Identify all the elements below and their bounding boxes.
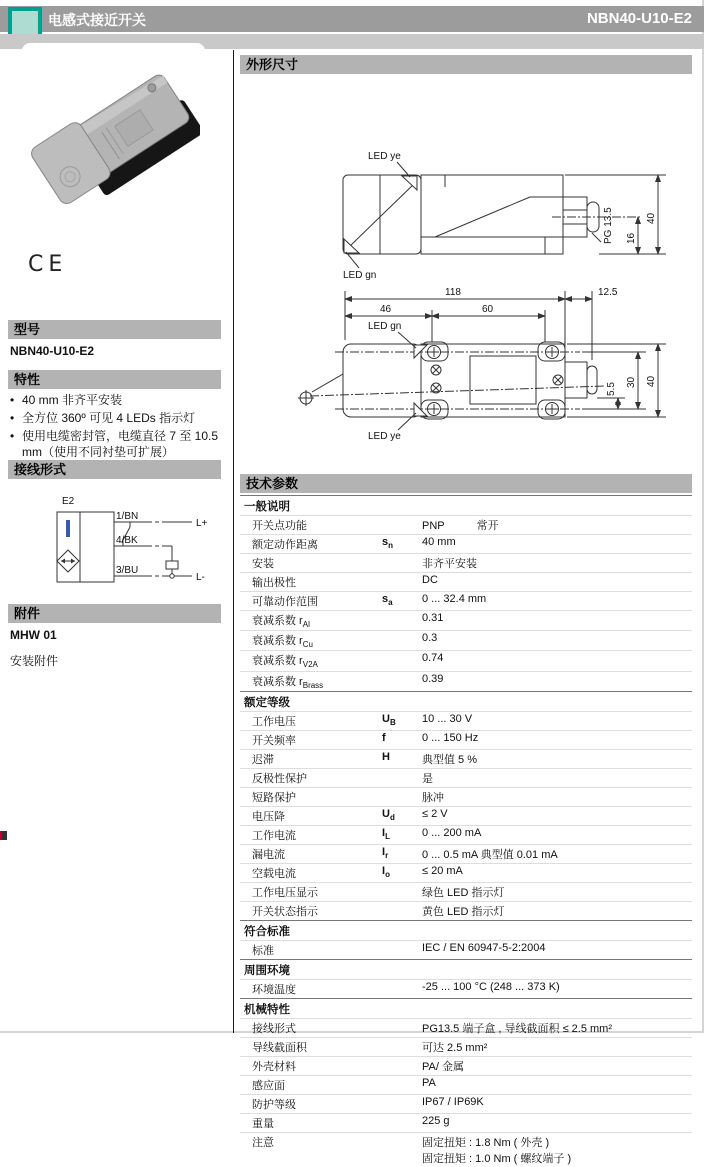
tech-row-value: 可达 2.5 mm² bbox=[422, 1041, 488, 1054]
tech-row-label: 重量 bbox=[252, 1117, 274, 1130]
wire-label-lplus: L+ bbox=[196, 518, 208, 529]
section-header-connection: 接线形式 bbox=[8, 460, 221, 479]
tech-row-label: 衰减系数 $r_{V2A}$ bbox=[252, 655, 318, 670]
label-led-ye-side: LED ye bbox=[368, 151, 401, 162]
tech-row bbox=[240, 844, 692, 863]
page-title: 电感式接近开关 bbox=[48, 12, 146, 28]
section-header-tech: 技术参数 bbox=[240, 474, 692, 493]
tech-row-value: 是 bbox=[422, 772, 433, 785]
tech-row-value: PNP 常开 bbox=[422, 520, 499, 532]
wiring-diagram bbox=[52, 490, 220, 602]
tech-row-label: 电压降 bbox=[252, 810, 285, 823]
model-value: NBN40-U10-E2 bbox=[10, 344, 95, 358]
dim-60: 60 bbox=[482, 304, 494, 315]
tech-row-label: 工作电流 bbox=[252, 829, 296, 842]
product-photo bbox=[22, 43, 205, 255]
tech-row-label: 外壳材料 bbox=[252, 1060, 296, 1073]
tech-row-label: 衰减系数 $r_{Al}$ bbox=[252, 615, 310, 630]
tech-row-symbol bbox=[382, 1039, 422, 1055]
tech-row-value: 0 ... 150 Hz bbox=[422, 731, 479, 744]
tech-row-symbol bbox=[382, 770, 422, 786]
tech-group-header: 额定等级 bbox=[240, 691, 692, 711]
feature-item: • 全方位 360º 可见 4 LEDs 指示灯 bbox=[8, 410, 222, 427]
tech-row bbox=[240, 1113, 692, 1132]
tech-row bbox=[240, 553, 692, 572]
tech-row-symbol bbox=[382, 1115, 422, 1131]
tech-row-value: 典型值 5 % bbox=[422, 753, 478, 766]
tech-row bbox=[240, 534, 692, 553]
tech-row-symbol bbox=[382, 884, 422, 900]
tech-row-label: 短路保护 bbox=[252, 791, 296, 804]
tech-row bbox=[240, 1094, 692, 1113]
tech-row-symbol bbox=[382, 555, 422, 571]
tech-row-symbol bbox=[382, 632, 422, 649]
feature-item: • 40 mm 非齐平安装 bbox=[8, 392, 222, 409]
tech-row bbox=[240, 711, 692, 730]
label-led-ye-top: LED ye bbox=[368, 431, 401, 442]
tech-row-value: DC bbox=[422, 574, 438, 586]
tech-row bbox=[240, 1075, 692, 1094]
tech-row-label: 工作电压 bbox=[252, 715, 296, 728]
tech-row-value: ≤ 2 V bbox=[422, 807, 448, 820]
tech-group-header: 周围环境 bbox=[240, 959, 692, 979]
feature-item: • 使用电缆密封管，电缆直径 7 至 10.5 mm（使用不同衬垫可扩展） bbox=[8, 428, 222, 462]
dim-16: 16 bbox=[626, 232, 637, 244]
tech-row-symbol bbox=[382, 612, 422, 629]
tech-row bbox=[240, 979, 692, 998]
tech-row bbox=[240, 768, 692, 787]
tech-row bbox=[240, 825, 692, 844]
dim-30: 30 bbox=[626, 376, 637, 388]
tech-row-value: 固定扭矩 : 1.8 Nm ( 外壳 ) 固定扭矩 : 1.0 Nm ( 螺纹端子 ) bbox=[422, 1136, 572, 1165]
tech-row-label: 衰减系数 $r_{Cu}$ bbox=[252, 635, 313, 650]
tech-row-label: 安装 bbox=[252, 558, 274, 570]
accessory-description: 安装附件 bbox=[10, 654, 59, 668]
tech-row-label: 可靠动作范围 bbox=[252, 596, 318, 608]
tech-row-symbol: $I_o$ bbox=[382, 864, 390, 879]
tech-row-value: 0 ... 200 mA bbox=[422, 826, 482, 839]
wire-label-4bk: 4/BK bbox=[116, 535, 138, 546]
tech-row bbox=[240, 1132, 692, 1167]
tech-row-symbol bbox=[382, 1020, 422, 1036]
tech-row bbox=[240, 787, 692, 806]
wire-label-3bu: 3/BU bbox=[116, 565, 139, 576]
tech-row bbox=[240, 863, 692, 882]
tech-row-symbol: $s_a$ bbox=[382, 593, 393, 608]
tech-row-label: 衰减系数 $r_{Brass}$ bbox=[252, 675, 324, 690]
tech-row-value: 225 g bbox=[422, 1114, 450, 1127]
tech-row-symbol bbox=[382, 1134, 422, 1166]
dim-5-5: 5.5 bbox=[606, 382, 617, 396]
print-artifact bbox=[0, 831, 7, 840]
tech-row-value: PA/ 金属 bbox=[422, 1060, 464, 1073]
tech-row-symbol: $I_r$ bbox=[382, 845, 389, 860]
dim-40-top: 40 bbox=[646, 375, 657, 387]
tech-row-label: 接线形式 bbox=[252, 1022, 296, 1035]
tech-row-symbol bbox=[382, 1077, 422, 1093]
tech-row-symbol bbox=[382, 981, 422, 997]
tech-row-label: 输出极性 bbox=[252, 577, 296, 589]
tech-row-label: 工作电压显示 bbox=[252, 886, 318, 899]
tech-row bbox=[240, 1018, 692, 1037]
tech-row-symbol: $I_L$ bbox=[382, 826, 390, 841]
tech-group-header: 机械特性 bbox=[240, 998, 692, 1018]
tech-row-symbol: $U_B$ bbox=[382, 712, 396, 727]
wire-label-1bn: 1/BN bbox=[116, 511, 139, 522]
tech-row-label: 防护等级 bbox=[252, 1098, 296, 1111]
tech-row bbox=[240, 730, 692, 749]
tech-row bbox=[240, 1037, 692, 1056]
dim-46: 46 bbox=[380, 304, 392, 315]
tech-row-value: 40 mm bbox=[422, 536, 456, 548]
tech-row-value: 0 ... 0.5 mA 典型值 0.01 mA bbox=[422, 848, 558, 861]
tech-row-label: 额定动作距离 bbox=[252, 539, 318, 551]
ce-mark: CE bbox=[28, 252, 68, 277]
tech-row bbox=[240, 940, 692, 959]
tech-row-symbol: $s_n$ bbox=[382, 536, 394, 551]
dim-40-side: 40 bbox=[646, 212, 657, 224]
section-header-features: 特性 bbox=[8, 370, 221, 389]
tech-row-symbol bbox=[382, 1096, 422, 1112]
tech-row-value: PG13.5 端子盒 , 导线截面积 ≤ 2.5 mm² bbox=[422, 1022, 613, 1035]
tech-row-symbol bbox=[382, 903, 422, 919]
tech-row-symbol: f bbox=[382, 731, 386, 744]
tech-row-label: 漏电流 bbox=[252, 848, 285, 861]
tech-row bbox=[240, 882, 692, 901]
tech-row-symbol bbox=[382, 673, 422, 690]
dimension-drawing bbox=[240, 92, 692, 454]
tech-row-label: 开关点功能 bbox=[252, 520, 307, 532]
label-led-gn-top: LED gn bbox=[368, 321, 402, 332]
section-header-model: 型号 bbox=[8, 320, 221, 339]
column-divider bbox=[233, 50, 234, 1033]
tech-row-value: 黄色 LED 指示灯 bbox=[422, 905, 505, 918]
tech-row bbox=[240, 515, 692, 534]
page-header-bar bbox=[0, 6, 704, 32]
tech-row-value: IP67 / IP69K bbox=[422, 1095, 484, 1108]
tech-row-label: 开关状态指示 bbox=[252, 905, 318, 918]
tech-row-label: 注意 bbox=[252, 1136, 274, 1149]
tech-row bbox=[240, 630, 692, 650]
section-header-dimensions: 外形尺寸 bbox=[240, 55, 692, 74]
tech-row-label: 环境温度 bbox=[252, 983, 296, 996]
tech-row-value: 绿色 LED 指示灯 bbox=[422, 886, 505, 899]
wiring-variant-label: E2 bbox=[62, 496, 75, 507]
section-header-accessories: 附件 bbox=[8, 604, 221, 623]
tech-row-symbol bbox=[382, 789, 422, 805]
tech-row-label: 标准 bbox=[252, 944, 274, 957]
tech-row-symbol bbox=[382, 1058, 422, 1074]
tech-row-value: 0 ... 32.4 mm bbox=[422, 593, 487, 605]
features-list bbox=[8, 392, 222, 462]
tech-row-value: 0.39 bbox=[422, 672, 444, 685]
tech-row-value: 非齐平安装 bbox=[422, 558, 477, 570]
accessory-model: MHW 01 bbox=[10, 628, 57, 642]
label-pg: PG 13.5 bbox=[603, 207, 614, 244]
tech-row bbox=[240, 610, 692, 630]
tech-row-label: 开关频率 bbox=[252, 734, 296, 747]
tech-row-symbol: H bbox=[382, 750, 390, 763]
output-symbol-icon bbox=[66, 520, 70, 537]
tech-row-value: 0.31 bbox=[422, 612, 444, 624]
tech-row-value: PA bbox=[422, 1076, 436, 1089]
tech-row-label: 迟滞 bbox=[252, 753, 274, 766]
tech-group-header: 符合标准 bbox=[240, 920, 692, 940]
tech-table bbox=[240, 495, 692, 1167]
tech-row-value: -25 ... 100 °C (248 ... 373 K) bbox=[422, 980, 560, 993]
load-symbol-icon bbox=[166, 561, 178, 569]
tech-row-label: 空载电流 bbox=[252, 867, 296, 880]
tech-row bbox=[240, 749, 692, 768]
tech-row-symbol bbox=[382, 652, 422, 669]
tech-row-symbol bbox=[382, 942, 422, 958]
tech-row bbox=[240, 901, 692, 920]
tech-row bbox=[240, 1056, 692, 1075]
tech-row-label: 反极性保护 bbox=[252, 772, 307, 785]
dim-12-5: 12.5 bbox=[598, 287, 618, 298]
tech-row-value: 10 ... 30 V bbox=[422, 712, 473, 725]
tech-row bbox=[240, 671, 692, 691]
dim-118: 118 bbox=[445, 287, 461, 298]
label-led-gn-side: LED gn bbox=[343, 270, 377, 281]
header-model-number: NBN40-U10-E2 bbox=[586, 10, 692, 27]
wire-label-lminus: L- bbox=[196, 572, 205, 583]
tech-row-value: 0.3 bbox=[422, 632, 438, 645]
tech-row bbox=[240, 572, 692, 591]
tech-row-value: ≤ 20 mA bbox=[422, 864, 463, 877]
product-photo-image bbox=[28, 52, 200, 247]
tech-row bbox=[240, 806, 692, 825]
tech-row-symbol bbox=[382, 517, 422, 533]
tech-row-symbol bbox=[382, 574, 422, 590]
tech-row-value: 脉冲 bbox=[422, 791, 444, 804]
tech-group-header: 一般说明 bbox=[240, 495, 692, 515]
tech-row bbox=[240, 650, 692, 670]
tech-row-value: 0.74 bbox=[422, 652, 444, 665]
tech-row-symbol: $U_d$ bbox=[382, 807, 395, 822]
tech-row-label: 导线截面积 bbox=[252, 1041, 307, 1054]
tech-row bbox=[240, 591, 692, 610]
tech-row-value: IEC / EN 60947-5-2:2004 bbox=[422, 941, 546, 954]
tech-row-label: 感应面 bbox=[252, 1079, 285, 1092]
